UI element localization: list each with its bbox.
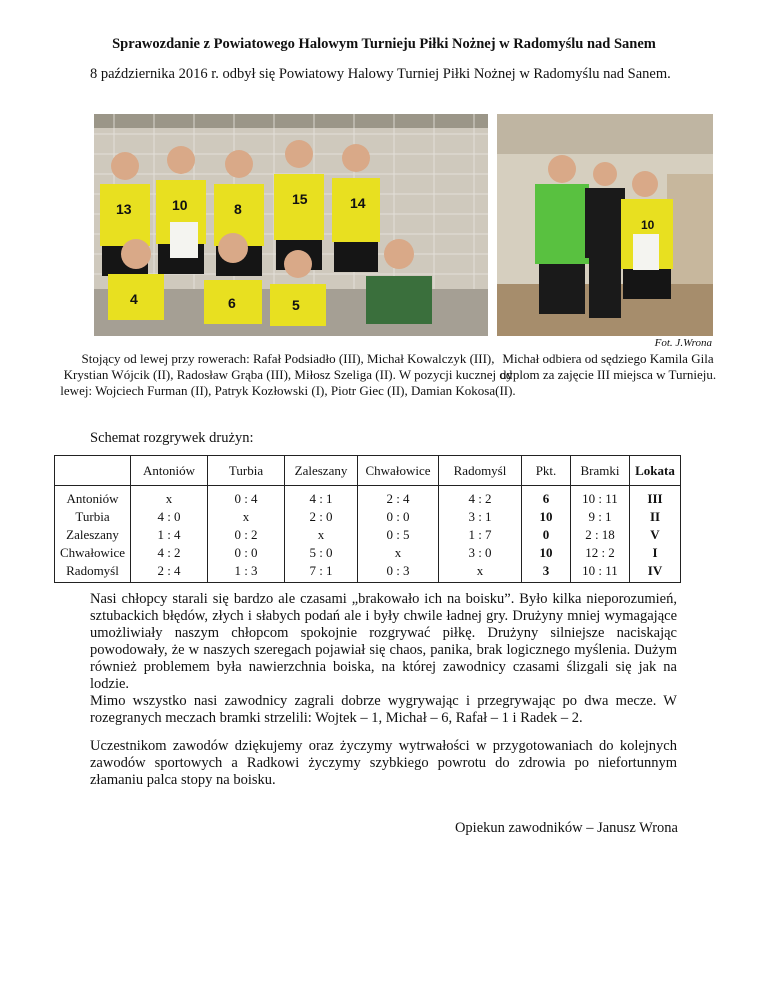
svg-text:14: 14 — [350, 195, 366, 211]
team-name-cell: Turbia — [55, 508, 131, 526]
score-cell: 3 : 1 — [439, 508, 522, 526]
score-cell: 4 : 0 — [131, 508, 208, 526]
header-cell: Antoniów — [131, 456, 208, 486]
score-cell: 0 : 3 — [358, 562, 439, 583]
score-cell: x — [358, 544, 439, 562]
report-title: Sprawozdanie z Powiatowego Halowym Turnieju Piłki Nożnej w Radomyślu nad Sanem — [112, 36, 656, 52]
points-cell: 6 — [522, 486, 571, 509]
score-cell: 2 : 4 — [358, 486, 439, 509]
score-cell: x — [285, 526, 358, 544]
goals-cell: 10 : 11 — [571, 562, 630, 583]
score-cell: 0 : 4 — [208, 486, 285, 509]
score-cell: x — [208, 508, 285, 526]
team-photo — [94, 114, 488, 336]
award-photo-drawing — [497, 114, 713, 336]
match-commentary — [90, 591, 677, 727]
team-name-cell: Antoniów — [55, 486, 131, 509]
goals-cell: 10 : 11 — [571, 486, 630, 509]
svg-text:10: 10 — [172, 197, 188, 213]
header-cell: Lokata — [630, 456, 681, 486]
commentary-text: Nasi chłopcy starali się bardzo ale czasami „brakowało ich na boisku”. Było kilka nieporozumień, sztubackich błędów, złych i słabych podań ale i były chwile ładnej gry. Drużyny mniej wymagające umożliwiały naszym chłopcom spokojnie rozgrywać piłkę. Drużyny silniejsze naciskając powodowały, że w naszych szeregach pojawiał się chaos, panika, brak logicznego myślenia. Dużym również problemem była nawierzchnia boiska, na której zawodnicy czasami ślizgali się jak na lodzie. — [90, 591, 677, 692]
goals-cell: 12 : 2 — [571, 544, 630, 562]
intro-text: 8 października 2016 r. odbył się Powiatowy Halowy Turniej Piłki Nożnej w Radomyślu nad Sanem. — [90, 66, 671, 82]
score-cell: x — [131, 486, 208, 509]
team-photo-drawing — [94, 114, 488, 336]
points-cell: 10 — [522, 508, 571, 526]
header-cell: Pkt. — [522, 456, 571, 486]
table-header-row — [55, 456, 681, 486]
header-cell: Radomyśl — [439, 456, 522, 486]
table-row — [55, 544, 681, 562]
score-cell: 0 : 0 — [208, 544, 285, 562]
score-cell: 3 : 0 — [439, 544, 522, 562]
svg-text:15: 15 — [292, 191, 308, 207]
score-cell: 0 : 5 — [358, 526, 439, 544]
schema-label: Schemat rozgrywek drużyn: — [90, 430, 254, 446]
header-cell: Bramki — [571, 456, 630, 486]
table-row — [55, 526, 681, 544]
award-photo — [497, 114, 713, 336]
table-row — [55, 486, 681, 509]
photo-credit: Fot. J.Wrona — [654, 337, 712, 349]
score-cell: 4 : 2 — [439, 486, 522, 509]
svg-text:5: 5 — [292, 297, 300, 313]
svg-text:13: 13 — [116, 201, 132, 217]
goals-cell: 9 : 1 — [571, 508, 630, 526]
commentary-summary: Mimo wszystko nasi zawodnicy zagrali dobrze wygrywając i przegrywając po dwa mecze. W rozegranych meczach bramki strzelili: Wojtek – 1, Michał – 6, Rafał – 1 i Radek – 2. — [90, 693, 677, 726]
team-name-cell: Radomyśl — [55, 562, 131, 583]
svg-text:4: 4 — [130, 291, 138, 307]
score-cell: 7 : 1 — [285, 562, 358, 583]
score-cell: 2 : 4 — [131, 562, 208, 583]
header-cell: Turbia — [208, 456, 285, 486]
rank-cell: II — [630, 508, 681, 526]
rank-cell: V — [630, 526, 681, 544]
thanks-paragraph: Uczestnikom zawodów dziękujemy oraz życzymy wytrwałości w przygotowaniach do kolejnych zawodów sportowych a Radkowi życzymy szybkiego powrotu do zdrowia po niefortunnym złamaniu palca stopy na boisku. — [90, 738, 677, 788]
score-cell: 1 : 7 — [439, 526, 522, 544]
svg-text:8: 8 — [234, 201, 242, 217]
points-cell: 0 — [522, 526, 571, 544]
points-cell: 3 — [522, 562, 571, 583]
header-cell — [55, 456, 131, 486]
score-cell: 5 : 0 — [285, 544, 358, 562]
svg-text:6: 6 — [228, 295, 236, 311]
score-cell: 0 : 2 — [208, 526, 285, 544]
header-cell: Zaleszany — [285, 456, 358, 486]
award-photo-caption: Michał odbiera od sędziego Kamila Gila dyplom za zajęcie III miejsca w Turnieju. — [499, 351, 717, 382]
rank-cell: IV — [630, 562, 681, 583]
score-cell: x — [439, 562, 522, 583]
signature: Opiekun zawodników – Janusz Wrona — [454, 820, 678, 836]
points-cell: 10 — [522, 544, 571, 562]
score-cell: 4 : 2 — [131, 544, 208, 562]
score-cell: 0 : 0 — [358, 508, 439, 526]
score-cell: 1 : 4 — [131, 526, 208, 544]
score-cell: 2 : 0 — [285, 508, 358, 526]
table-row — [55, 508, 681, 526]
team-name-cell: Zaleszany — [55, 526, 131, 544]
results-table — [54, 455, 681, 583]
rank-cell: III — [630, 486, 681, 509]
goals-cell: 2 : 18 — [571, 526, 630, 544]
rank-cell: I — [630, 544, 681, 562]
team-photo-caption: Stojący od lewej przy rowerach: Rafał Podsiadło (III), Michał Kowalczyk (III), Krystian Wójcik (II), Radosław Grąba (III), Miłosz Szeliga (II). W pozycji kucznej od lewej: Wojciech Furman (II), Patryk Kozłowski (I), Piotr Giec (II), Damian Kokosa(II). — [60, 351, 516, 398]
svg-text:10: 10 — [641, 218, 655, 232]
score-cell: 4 : 1 — [285, 486, 358, 509]
table-row — [55, 562, 681, 583]
team-name-cell: Chwałowice — [55, 544, 131, 562]
score-cell: 1 : 3 — [208, 562, 285, 583]
header-cell: Chwałowice — [358, 456, 439, 486]
